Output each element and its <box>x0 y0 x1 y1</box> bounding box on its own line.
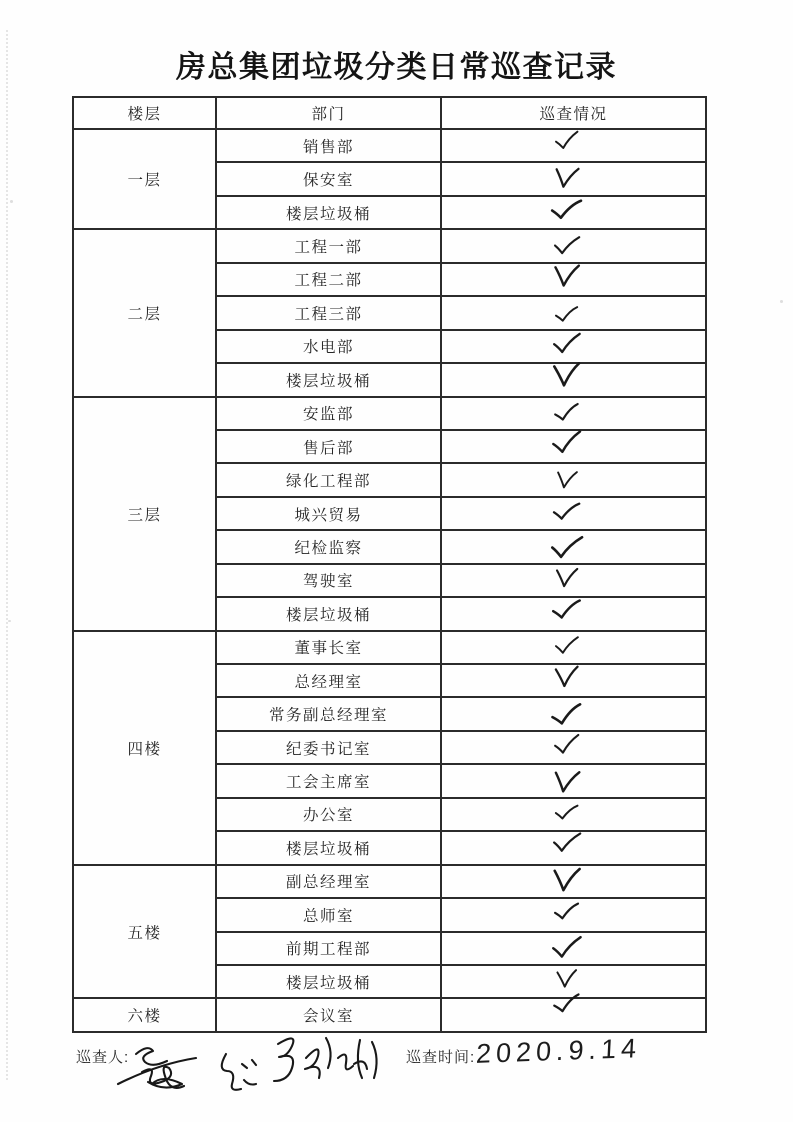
department-cell: 工会主席室 <box>216 764 441 797</box>
inspection-time-label: 巡查时间: <box>406 1049 476 1066</box>
table-row <box>73 129 706 162</box>
department-cell: 常务副总经理室 <box>216 697 441 730</box>
department-cell: 驾驶室 <box>216 564 441 597</box>
inspection-status-cell <box>441 564 706 597</box>
inspection-status-cell <box>441 229 706 262</box>
inspection-status-cell <box>441 397 706 430</box>
department-cell: 绿化工程部 <box>216 463 441 496</box>
header-inspection-status: 巡查情况 <box>441 97 706 129</box>
floor-cell: 六楼 <box>73 998 216 1032</box>
department-cell: 楼层垃圾桶 <box>216 597 441 630</box>
inspection-status-cell <box>441 764 706 797</box>
department-cell: 城兴贸易 <box>216 497 441 530</box>
handwritten-signature-1 <box>114 1038 274 1106</box>
inspection-status-cell <box>441 129 706 162</box>
inspection-status-cell <box>441 497 706 530</box>
checkmark-icon <box>553 303 580 324</box>
table-row <box>73 865 706 898</box>
inspection-date-value: 2020.9.14 <box>475 1033 642 1069</box>
department-cell: 楼层垃圾桶 <box>216 965 441 998</box>
checkmark-icon <box>549 767 585 796</box>
inspection-status-cell <box>441 162 706 195</box>
inspection-table <box>72 96 707 1033</box>
checkmark-icon <box>552 801 580 824</box>
inspection-status-cell <box>441 697 706 730</box>
floor-cell: 三层 <box>73 397 216 631</box>
inspection-status-cell <box>441 631 706 664</box>
floor-cell: 五楼 <box>73 865 216 999</box>
checkmark-icon <box>552 566 582 590</box>
checkmark-icon <box>548 699 586 729</box>
department-cell: 总师室 <box>216 898 441 931</box>
table-row <box>73 998 706 1032</box>
floor-cell: 一层 <box>73 129 216 229</box>
table-row <box>73 397 706 430</box>
department-cell: 销售部 <box>216 129 441 162</box>
inspection-status-cell <box>441 430 706 463</box>
handwritten-signature-2 <box>268 1030 388 1098</box>
checkmark-icon <box>548 865 585 894</box>
page-title: 房总集团垃圾分类日常巡查记录 <box>176 51 617 84</box>
department-cell: 保安室 <box>216 162 441 195</box>
department-cell: 前期工程部 <box>216 932 441 965</box>
checkmark-icon <box>550 497 583 523</box>
floor-cell: 四楼 <box>73 631 216 865</box>
checkmark-icon <box>551 234 581 258</box>
department-cell: 售后部 <box>216 430 441 463</box>
inspection-status-cell <box>441 898 706 931</box>
checkmark-icon <box>552 899 581 922</box>
inspection-status-cell <box>441 865 706 898</box>
department-cell: 纪委书记室 <box>216 731 441 764</box>
checkmark-icon <box>551 732 582 757</box>
checkmark-icon <box>550 829 583 855</box>
checkmark-icon <box>550 595 584 622</box>
checkmark-icon <box>553 635 581 657</box>
scan-artifact-left-edge <box>6 30 8 1080</box>
table-header-row <box>73 97 706 129</box>
checkmark-icon <box>552 129 581 152</box>
inspection-status-cell <box>441 731 706 764</box>
department-cell: 水电部 <box>216 330 441 363</box>
checkmark-icon <box>548 193 586 223</box>
inspection-status-cell <box>441 998 706 1032</box>
inspection-status-cell <box>441 798 706 831</box>
department-cell: 楼层垃圾桶 <box>216 196 441 229</box>
department-cell: 楼层垃圾桶 <box>216 831 441 864</box>
department-cell: 办公室 <box>216 798 441 831</box>
inspection-status-cell <box>441 530 706 563</box>
checkmark-icon <box>550 164 583 191</box>
table-row <box>73 229 706 262</box>
scan-speck <box>8 620 11 622</box>
department-cell: 工程二部 <box>216 263 441 296</box>
inspection-status-cell <box>441 932 706 965</box>
checkmark-icon <box>553 967 581 989</box>
scan-speck <box>10 200 13 203</box>
checkmark-icon <box>550 990 583 1016</box>
checkmark-icon <box>548 533 585 562</box>
inspector-label: 巡查人: <box>76 1049 130 1066</box>
department-cell: 总经理室 <box>216 664 441 697</box>
inspection-status-cell <box>441 363 706 396</box>
inspection-status-cell <box>441 831 706 864</box>
checkmark-icon <box>551 399 582 424</box>
inspection-status-cell <box>441 330 706 363</box>
department-cell: 会议室 <box>216 998 441 1032</box>
checkmark-icon <box>550 331 582 356</box>
inspection-status-cell <box>441 263 706 296</box>
department-cell: 安监部 <box>216 397 441 430</box>
checkmark-icon <box>550 663 583 689</box>
footer <box>72 1033 732 1116</box>
department-cell: 工程三部 <box>216 296 441 329</box>
inspection-status-cell <box>441 597 706 630</box>
checkmark-icon <box>549 262 583 289</box>
department-cell: 楼层垃圾桶 <box>216 363 441 396</box>
department-cell: 董事长室 <box>216 631 441 664</box>
inspection-status-cell <box>441 296 706 329</box>
inspection-status-cell <box>441 463 706 496</box>
department-cell: 工程一部 <box>216 229 441 262</box>
department-cell: 纪检监察 <box>216 530 441 563</box>
inspection-status-cell <box>441 664 706 697</box>
checkmark-icon <box>552 468 581 491</box>
table-row <box>73 631 706 664</box>
inspection-status-cell <box>441 196 706 229</box>
checkmark-icon <box>549 428 585 457</box>
scan-speck <box>780 300 783 303</box>
header-department: 部门 <box>216 97 441 129</box>
department-cell: 副总经理室 <box>216 865 441 898</box>
floor-cell: 二层 <box>73 229 216 396</box>
checkmark-icon <box>548 360 585 389</box>
header-floor: 楼层 <box>73 97 216 129</box>
checkmark-icon <box>549 934 583 961</box>
